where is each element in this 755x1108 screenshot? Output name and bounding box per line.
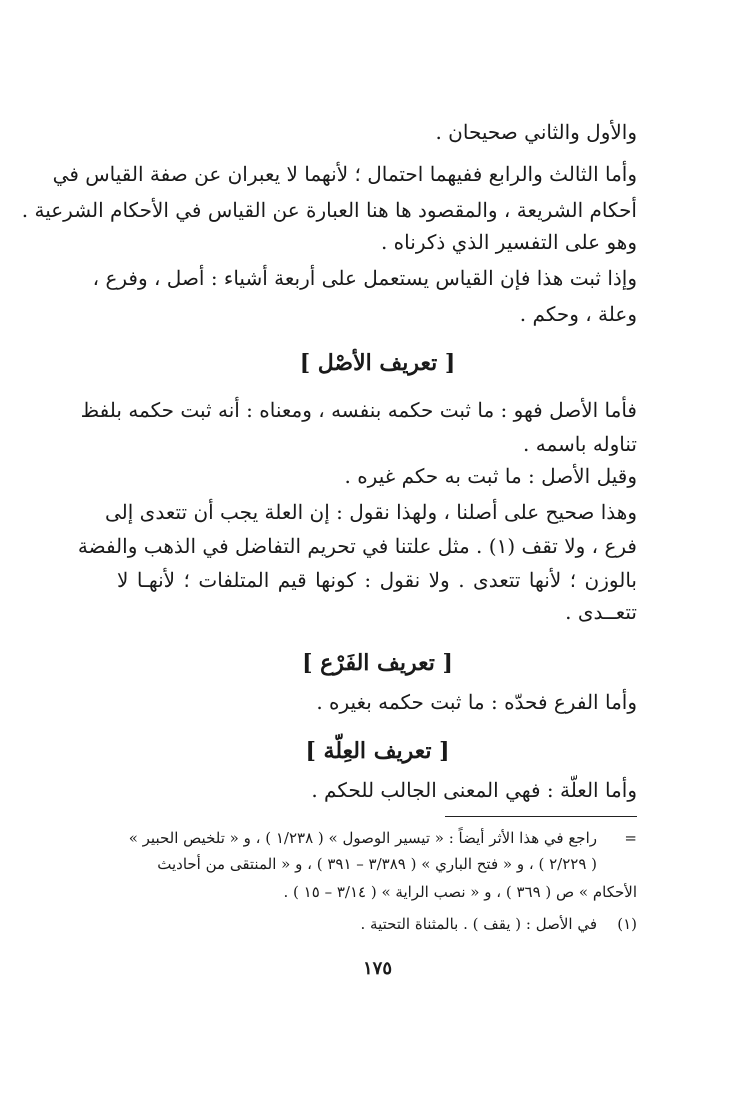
body-line-1: والأول والثاني صحيحان . [435,120,637,144]
asl-line-6: بالوزن ؛ لأنها تتعدى . ولا نقول : كونها قيم المتلفات ؛ لأنهـا لا [117,568,637,592]
page-number: ١٧٥ [362,958,392,979]
body-line-4: وهو على التفسير الذي ذكرناه . [380,230,637,254]
asl-line-4: وهذا صحيح على أصلنا ، ولهذا نقول : إن العلة يجب أن تتعدى إلى [105,500,637,524]
footnote-continuation-mark: = [624,829,637,847]
body-line-3: أحكام الشريعة ، والمقصود ها هنا العبارة عن القياس في الأحكام الشرعية . [21,198,637,222]
footnote-separator [445,816,637,817]
asl-line-5: فرع ، ولا تقف (١) . مثل علتنا في تحريم التفاضل في الذهب والفضة [77,534,637,558]
asl-line-1: فأما الأصل فهو : ما ثبت حكمه بنفسه ، ومعناه : أنه ثبت حكمه بلفظ [80,398,637,422]
footnote-line-3: الأحكام » ص ( ٣٦٩ ) ، و « نصب الراية » ( ٣/١٤ – ١٥ ) . [283,883,637,901]
footnote-line-1: راجع في هذا الأثر أيضاً : « تيسير الوصول » ( ١/٢٣٨ ) ، و « تلخيص الحبير » [128,829,597,847]
asl-line-3: وقيل الأصل : ما ثبت به حكم غيره . [344,464,637,488]
far-line: وأما الفرع فحدّه : ما ثبت حكمه بغيره . [316,690,637,714]
footnote-1-text: في الأصل : ( يقف ) . بالمثناة التحتية . [360,915,597,933]
asl-line-7: تتعــدى . [565,600,637,624]
heading-asl: [ تعريف الأصْل ] [299,350,456,376]
heading-far: [ تعريف الفَرْع ] [302,650,453,676]
body-line-5: وإذا ثبت هذا فإن القياس يستعمل على أربعة أشياء : أصل ، وفرع ، [92,266,637,290]
body-line-2: وأما الثالث والرابع ففيهما احتمال ؛ لأنهما لا يعبران عن صفة القياس في [52,162,637,186]
footnote-1-marker: (١) [617,915,637,933]
asl-line-2: تناوله باسمه . [523,432,637,456]
body-line-6: وعلة ، وحكم . [519,302,637,326]
heading-illa: [ تعريف العِلّة ] [305,738,450,764]
illa-line: وأما العلّة : فهي المعنى الجالب للحكم . [311,778,637,802]
footnote-line-2: ( ٢/٢٢٩ ) ، و « فتح الباري » ( ٣/٣٨٩ – ٣٩١ ) ، و « المنتقى من أحاديث [157,855,597,873]
